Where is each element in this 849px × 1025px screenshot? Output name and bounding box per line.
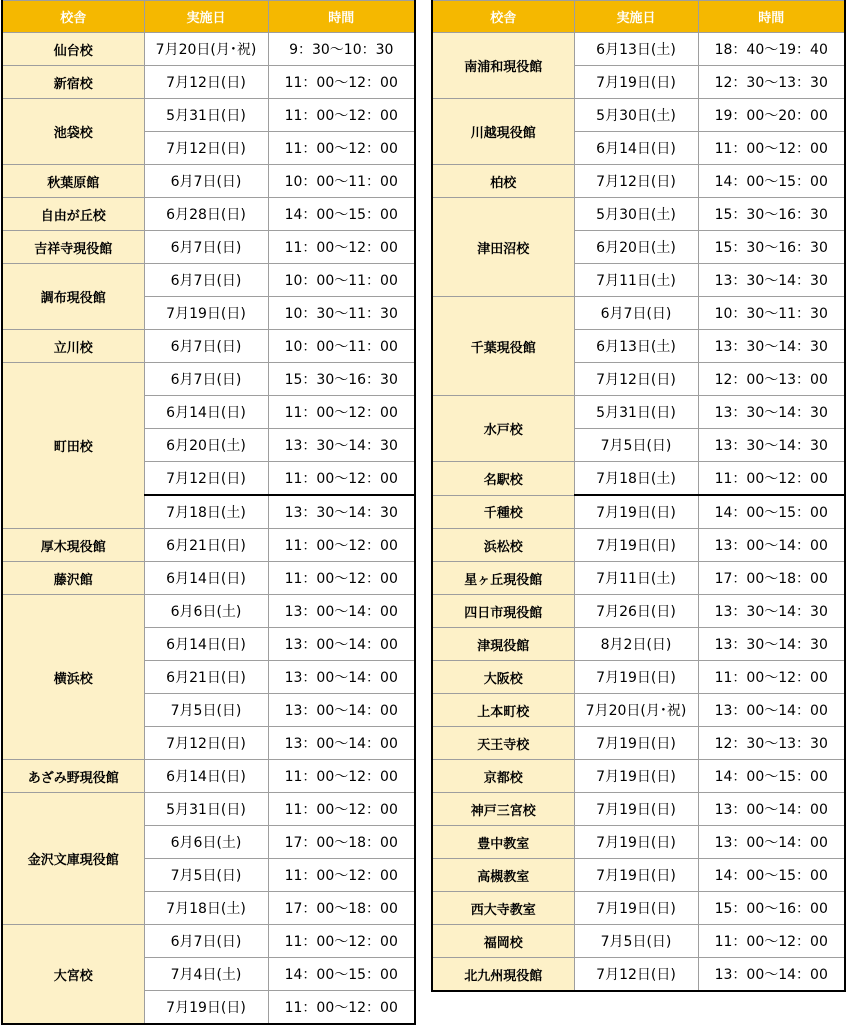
table-row [2,363,415,396]
time-cell: 10：00～11：00 [268,264,415,297]
date-cell: 6月7日(日) [574,297,698,330]
table-row [2,33,415,66]
table-row [2,529,415,562]
time-cell: 11：00～12：00 [268,66,415,99]
table-row [432,661,845,694]
time-cell: 12：00～13：00 [698,363,845,396]
time-cell: 14：00～15：00 [698,165,845,198]
school-name-cell: 池袋校 [2,99,144,165]
date-cell: 6月7日(日) [144,330,268,363]
time-cell: 13：00～14：00 [698,694,845,727]
date-cell: 6月21日(日) [144,661,268,694]
date-cell: 6月14日(日) [144,628,268,661]
date-cell: 7月11日(土) [574,264,698,297]
school-name-cell: 北九州現役館 [432,958,574,992]
date-cell: 6月28日(日) [144,198,268,231]
school-name-cell: 浜松校 [432,529,574,562]
school-name-cell: 水戸校 [432,396,574,462]
header-school: 校舎 [432,1,574,33]
table-row [2,165,415,198]
date-cell: 6月13日(土) [574,330,698,363]
date-cell: 6月7日(日) [144,264,268,297]
time-cell: 11：00～12：00 [268,462,415,496]
table-row [432,198,845,231]
school-name-cell: 名駅校 [432,462,574,496]
school-name-cell: 大阪校 [432,661,574,694]
table-row [432,462,845,496]
date-cell: 7月20日(月･祝) [574,694,698,727]
table-row [432,297,845,330]
table-row [432,99,845,132]
header-row [432,1,845,33]
time-cell: 19：00～20：00 [698,99,845,132]
time-cell: 13：30～14：30 [268,429,415,462]
time-cell: 11：00～12：00 [698,925,845,958]
school-name-cell: 仙台校 [2,33,144,66]
date-cell: 6月6日(土) [144,595,268,628]
time-cell: 13：30～14：30 [698,264,845,297]
date-cell: 8月2日(日) [574,628,698,661]
schedule-table-left [1,0,416,1025]
date-cell: 7月5日(日) [144,859,268,892]
time-cell: 11：00～12：00 [268,529,415,562]
date-cell: 7月19日(日) [144,297,268,330]
date-cell: 7月19日(日) [574,859,698,892]
date-cell: 7月26日(日) [574,595,698,628]
time-cell: 13：30～14：30 [698,330,845,363]
time-cell: 9：30～10：30 [268,33,415,66]
date-cell: 6月14日(日) [144,760,268,793]
school-name-cell: 金沢文庫現役館 [2,793,144,925]
table-row [2,66,415,99]
date-cell: 7月20日(月･祝) [144,33,268,66]
school-name-cell: 四日市現役館 [432,595,574,628]
time-cell: 11：00～12：00 [268,99,415,132]
date-cell: 7月19日(日) [574,760,698,793]
school-name-cell: 津田沼校 [432,198,574,297]
schedule-table-right [431,0,846,992]
school-name-cell: 大宮校 [2,925,144,1025]
school-name-cell: 川越現役館 [432,99,574,165]
time-cell: 11：00～12：00 [268,991,415,1025]
table-row [432,495,845,529]
time-cell: 11：00～12：00 [268,132,415,165]
time-cell: 10：00～11：00 [268,165,415,198]
date-cell: 7月19日(日) [574,892,698,925]
table-row [432,892,845,925]
time-cell: 17：00～18：00 [268,826,415,859]
date-cell: 7月19日(日) [574,793,698,826]
school-name-cell: あざみ野現役館 [2,760,144,793]
time-cell: 11：00～12：00 [268,760,415,793]
table-row [2,264,415,297]
table-row [2,562,415,595]
time-cell: 11：00～12：00 [698,661,845,694]
header-time: 時間 [698,1,845,33]
time-cell: 11：00～12：00 [268,859,415,892]
date-cell: 5月31日(日) [144,793,268,826]
time-cell: 12：30～13：30 [698,727,845,760]
date-cell: 6月20日(土) [144,429,268,462]
time-cell: 13：00～14：00 [268,661,415,694]
table-row [432,33,845,66]
table-row [2,330,415,363]
date-cell: 7月18日(土) [144,892,268,925]
school-name-cell: 立川校 [2,330,144,363]
date-cell: 7月12日(日) [144,462,268,496]
time-cell: 10：30～11：30 [698,297,845,330]
school-name-cell: 柏校 [432,165,574,198]
header-date: 実施日 [574,1,698,33]
date-cell: 6月7日(日) [144,925,268,958]
table-row [432,727,845,760]
school-name-cell: 津現役館 [432,628,574,661]
time-cell: 14：00～15：00 [698,760,845,793]
time-cell: 11：00～12：00 [268,231,415,264]
school-name-cell: 豊中教室 [432,826,574,859]
school-name-cell: 京都校 [432,760,574,793]
date-cell: 6月21日(日) [144,529,268,562]
table-row [432,925,845,958]
school-name-cell: 星ヶ丘現役館 [432,562,574,595]
time-cell: 13：30～14：30 [698,429,845,462]
table-row [2,925,415,958]
table-row [432,529,845,562]
time-cell: 11：00～12：00 [268,925,415,958]
table-row [432,826,845,859]
time-cell: 12：30～13：30 [698,66,845,99]
date-cell: 7月12日(日) [144,132,268,165]
date-cell: 7月19日(日) [574,727,698,760]
time-cell: 13：00～14：00 [268,694,415,727]
table-row [2,760,415,793]
date-cell: 7月18日(土) [144,495,268,529]
time-cell: 13：00～14：00 [698,529,845,562]
date-cell: 7月12日(日) [574,958,698,992]
table-row [2,198,415,231]
date-cell: 5月31日(日) [144,99,268,132]
school-name-cell: 自由が丘校 [2,198,144,231]
table-row [2,231,415,264]
school-name-cell: 厚木現役館 [2,529,144,562]
school-name-cell: 高槻教室 [432,859,574,892]
time-cell: 11：00～12：00 [698,462,845,496]
school-name-cell: 町田校 [2,363,144,529]
date-cell: 6月7日(日) [144,165,268,198]
date-cell: 7月11日(土) [574,562,698,595]
time-cell: 11：00～12：00 [268,396,415,429]
date-cell: 6月7日(日) [144,231,268,264]
school-name-cell: 吉祥寺現役館 [2,231,144,264]
date-cell: 7月12日(日) [144,727,268,760]
time-cell: 17：00～18：00 [698,562,845,595]
time-cell: 13：30～14：30 [698,396,845,429]
date-cell: 7月5日(日) [574,925,698,958]
date-cell: 6月20日(土) [574,231,698,264]
time-cell: 10：00～11：00 [268,330,415,363]
school-name-cell: 千葉現役館 [432,297,574,396]
date-cell: 6月13日(土) [574,33,698,66]
date-cell: 7月19日(日) [144,991,268,1025]
school-name-cell: 新宿校 [2,66,144,99]
table-row [432,793,845,826]
date-cell: 7月19日(日) [574,66,698,99]
table-row [432,165,845,198]
time-cell: 13：00～14：00 [268,727,415,760]
school-name-cell: 西大寺教室 [432,892,574,925]
time-cell: 11：00～12：00 [698,132,845,165]
time-cell: 13：30～14：30 [698,595,845,628]
table-row [432,760,845,793]
table-row [432,562,845,595]
school-name-cell: 秋葉原館 [2,165,144,198]
time-cell: 11：00～12：00 [268,562,415,595]
time-cell: 13：30～14：30 [268,495,415,529]
school-name-cell: 天王寺校 [432,727,574,760]
header-date: 実施日 [144,1,268,33]
time-cell: 14：00～15：00 [698,495,845,529]
time-cell: 11：00～12：00 [268,793,415,826]
header-time: 時間 [268,1,415,33]
table-row [432,628,845,661]
table-row [432,958,845,992]
date-cell: 6月7日(日) [144,363,268,396]
table-row [432,595,845,628]
date-cell: 6月6日(土) [144,826,268,859]
date-cell: 6月14日(日) [574,132,698,165]
school-name-cell: 藤沢館 [2,562,144,595]
table-row [432,694,845,727]
time-cell: 13：00～14：00 [268,628,415,661]
time-cell: 18：40～19：40 [698,33,845,66]
header-school: 校舎 [2,1,144,33]
table-row [2,793,415,826]
time-cell: 10：30～11：30 [268,297,415,330]
time-cell: 14：00～15：00 [268,198,415,231]
time-cell: 17：00～18：00 [268,892,415,925]
time-cell: 15：30～16：30 [268,363,415,396]
time-cell: 13：00～14：00 [698,826,845,859]
date-cell: 7月12日(日) [574,165,698,198]
header-row [2,1,415,33]
school-name-cell: 千種校 [432,495,574,529]
table-row [432,396,845,429]
date-cell: 7月18日(土) [574,462,698,496]
table-row [432,859,845,892]
date-cell: 7月12日(日) [574,363,698,396]
time-cell: 13：00～14：00 [698,793,845,826]
time-cell: 14：00～15：00 [698,859,845,892]
time-cell: 13：00～14：00 [268,595,415,628]
time-cell: 15：00～16：00 [698,892,845,925]
date-cell: 5月30日(土) [574,99,698,132]
time-cell: 15：30～16：30 [698,231,845,264]
school-name-cell: 福岡校 [432,925,574,958]
date-cell: 7月5日(日) [574,429,698,462]
school-name-cell: 横浜校 [2,595,144,760]
date-cell: 5月31日(日) [574,396,698,429]
time-cell: 13：30～14：30 [698,628,845,661]
date-cell: 7月19日(日) [574,661,698,694]
date-cell: 7月12日(日) [144,66,268,99]
date-cell: 7月5日(日) [144,694,268,727]
date-cell: 7月4日(土) [144,958,268,991]
time-cell: 14：00～15：00 [268,958,415,991]
time-cell: 13：00～14：00 [698,958,845,992]
school-name-cell: 南浦和現役館 [432,33,574,99]
school-name-cell: 上本町校 [432,694,574,727]
date-cell: 5月30日(土) [574,198,698,231]
date-cell: 7月19日(日) [574,495,698,529]
table-row [2,99,415,132]
school-name-cell: 調布現役館 [2,264,144,330]
table-row [2,595,415,628]
date-cell: 6月14日(日) [144,396,268,429]
date-cell: 6月14日(日) [144,562,268,595]
school-name-cell: 神戸三宮校 [432,793,574,826]
date-cell: 7月19日(日) [574,826,698,859]
date-cell: 7月19日(日) [574,529,698,562]
time-cell: 15：30～16：30 [698,198,845,231]
